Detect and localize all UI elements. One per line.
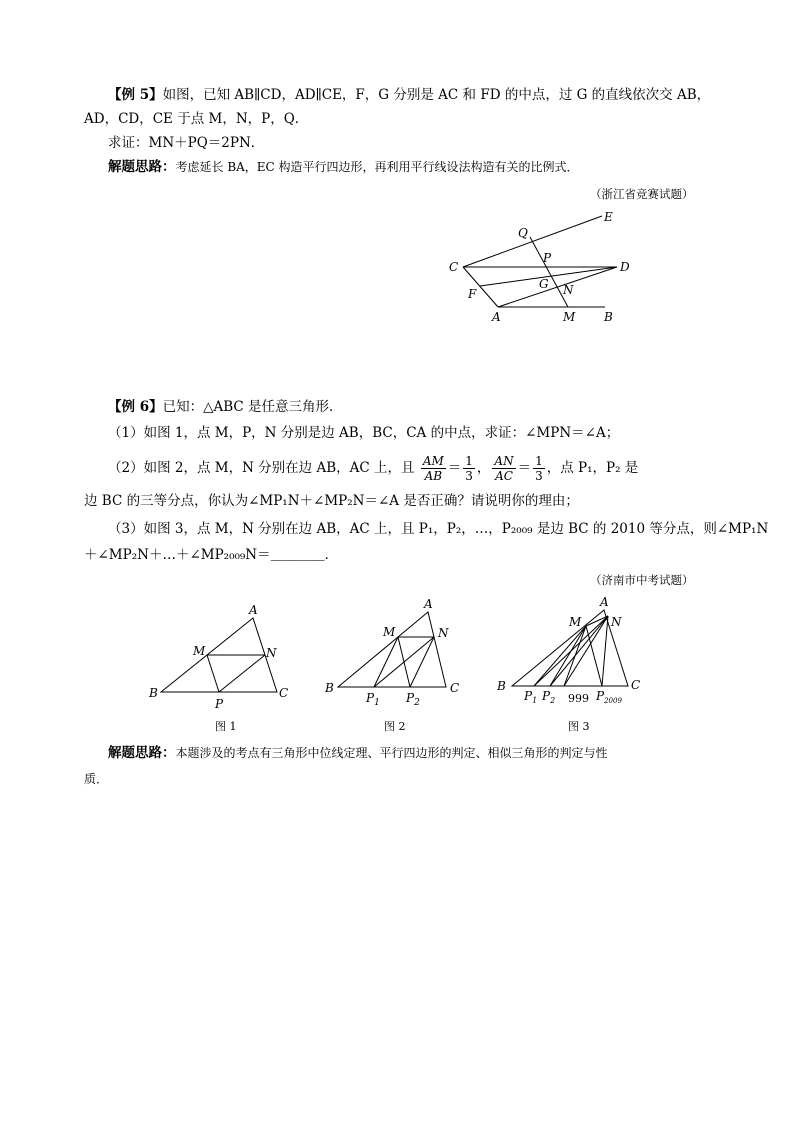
segment-NPn [602, 616, 608, 686]
fig2-label-B: B [325, 681, 334, 695]
segment-NP2 [410, 637, 434, 687]
fig2-label-A: A [424, 597, 433, 611]
label-A: A [492, 310, 501, 324]
fig3-label-C: C [631, 678, 641, 692]
example5-text-line2: AD，CD，CE 于点 M，N，P，Q． [84, 111, 309, 127]
label-F: F [468, 287, 477, 301]
example6-hint-text1: 本题涉及的考点有三角形中位线定理、平行四边形的判定、相似三角形的判定与性 [175, 746, 608, 760]
fraction-AN-AC: $\frac{AN}{AC}$ [494, 454, 514, 483]
fig3-label-P2009: $P_{2009}$ [596, 689, 622, 705]
label-M: M [563, 310, 576, 324]
label-P: P [543, 251, 552, 265]
segment-MP [207, 655, 219, 692]
example5-source: （浙江省竞赛试题） [590, 187, 694, 201]
segment-MP1 [534, 626, 586, 686]
fig3-caption: 图 3 [568, 720, 590, 733]
q2-post: ，点 P₁，P₂ 是 [546, 460, 639, 476]
fig2-label-P1: $P_1$ [366, 691, 380, 708]
segment-MP2 [550, 626, 586, 686]
fraction-AM-AB: $\frac{AM}{AB}$ [422, 454, 444, 483]
fig3-label-P1: $P_1$ [524, 689, 538, 705]
fraction-one-third-2: $\frac{1}{3}$ [535, 454, 543, 483]
figure-2 [322, 595, 472, 740]
fig3-label-N: N [611, 615, 622, 629]
example6-intro: 已知：△ABC 是任意三角形． [162, 399, 343, 415]
figure-3 [492, 590, 652, 740]
fig3-label-B: B [497, 679, 506, 693]
equals-sign-2: ＝ [517, 460, 532, 476]
fig2-label-P2: $P_2$ [406, 691, 420, 708]
fig3-label-M: M [569, 615, 582, 629]
example6-q2-line1 [108, 452, 638, 484]
fig3-label-P2: $P_2$ [542, 689, 556, 705]
example6-intro-line [108, 398, 343, 416]
example5-hint [108, 158, 579, 176]
example6-q1: （1）如图 1，点 M，P，N 分别是边 AB，BC，CA 的中点，求证：∠MPN＝∠A； [108, 425, 620, 441]
fig3-ellipsis-999: 999 [568, 692, 589, 705]
q2-pre: （2）如图 2，点 M，N 分别在边 AB，AC 上，且 [108, 460, 415, 476]
fig2-caption: 图 2 [384, 720, 406, 733]
example5-hint-text: 考虑延长 BA，EC 构造平行四边形，再利用平行线设法构造有关的比例式． [175, 160, 579, 174]
example5-line1 [108, 86, 710, 104]
segment-NP [219, 655, 265, 692]
fig1-label-C: C [279, 686, 289, 700]
example6-hint-text2: 质． [84, 772, 109, 786]
label-N: N [563, 283, 574, 297]
fig2-label-N: N [438, 626, 449, 640]
fig1-label-M: M [193, 644, 206, 658]
fig2-label-M: M [383, 625, 396, 639]
comma: ， [476, 460, 491, 476]
example6-heading: 【例 6】 [108, 399, 163, 415]
fig1-label-A: A [249, 603, 258, 617]
equals-sign: ＝ [447, 460, 462, 476]
example6-q2-line2: 边 BC 的三等分点，你认为∠MP₁N＋∠MP₂N＝∠A 是否正确？请说明你的理由； [84, 493, 579, 509]
example5-text-line1: 如图，已知 AB∥CD，AD∥CE，F，G 分别是 AC 和 FD 的中点，过 G 的直线依次交 AB， [162, 87, 711, 103]
label-Q: Q [518, 226, 528, 240]
label-G: G [539, 277, 549, 291]
fig1-caption: 图 1 [215, 720, 237, 733]
label-E: E [604, 210, 613, 224]
example5-prove: 求证：MN＋PQ＝2PN． [108, 135, 265, 151]
label-C: C [449, 260, 459, 274]
figure-1 [145, 600, 305, 740]
example5-heading: 【例 5】 [108, 87, 163, 103]
fig1-label-N: N [266, 646, 277, 660]
fig1-label-B: B [149, 686, 158, 700]
example6-source: （济南市中考试题） [590, 573, 694, 587]
example6-hint-label: 解题思路： [108, 745, 176, 761]
segment-MP1 [374, 637, 398, 687]
fig1-label-P: P [215, 697, 224, 711]
segment-NP1 [374, 637, 434, 687]
label-B: B [604, 310, 613, 324]
fraction-one-third: $\frac{1}{3}$ [465, 454, 473, 483]
example5-figure [440, 205, 640, 330]
example5-hint-label: 解题思路： [108, 159, 176, 175]
example6-hint-line1 [108, 744, 608, 762]
example6-q3-line1: （3）如图 3，点 M，N 分别在边 AB，AC 上，且 P₁，P₂，…，P₂₀₀₉ 是边 BC 的 2010 等分点，则∠MP₁N [108, 521, 769, 537]
fig3-label-A: A [600, 595, 609, 609]
example6-q3-line2: ＋∠MP₂N＋…＋∠MP₂₀₀₉N＝＿＿＿＿． [84, 547, 339, 563]
fig2-label-C: C [450, 681, 460, 695]
label-D: D [620, 260, 630, 274]
